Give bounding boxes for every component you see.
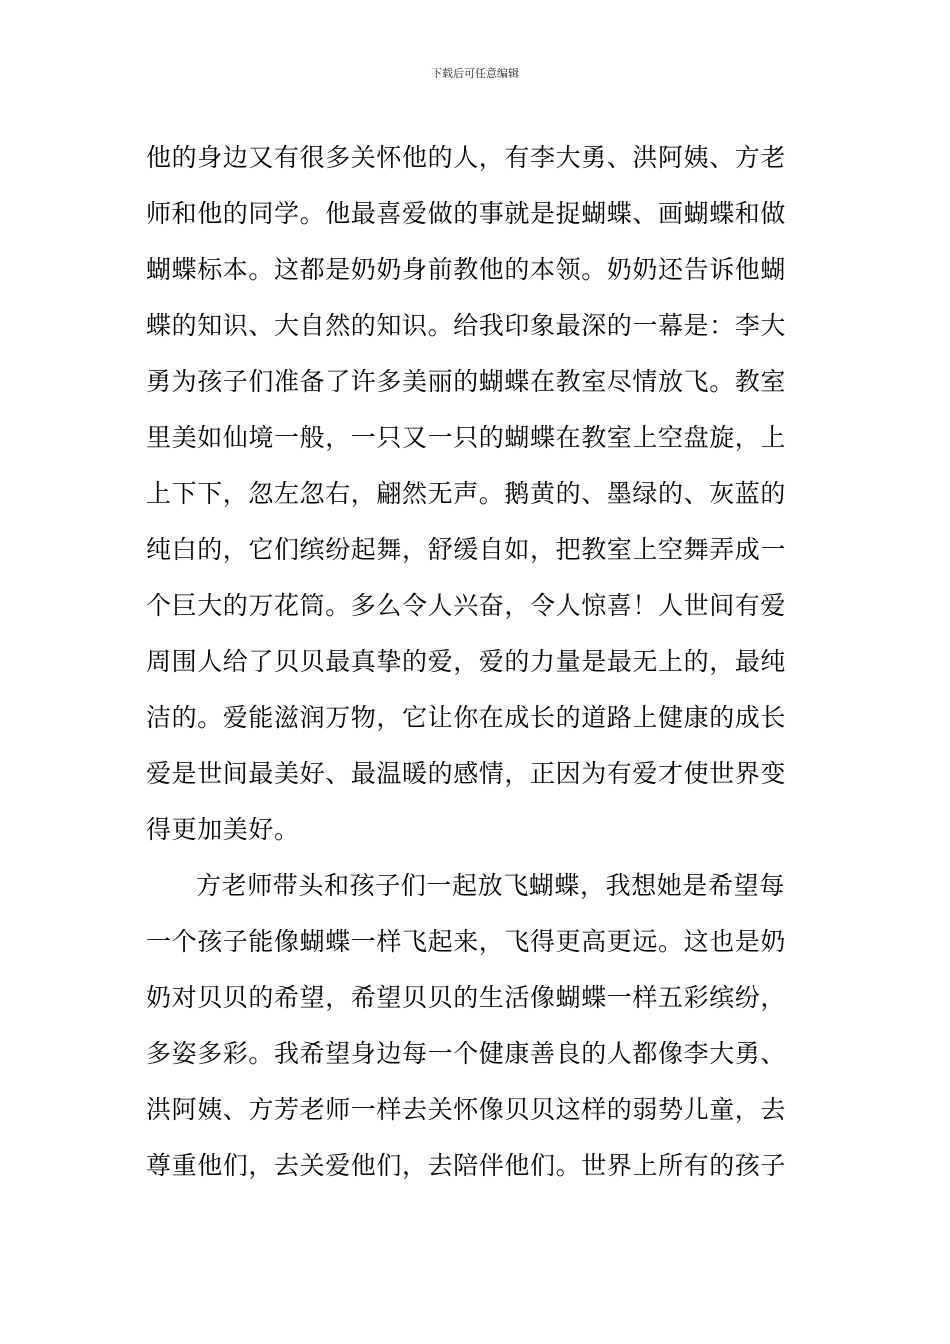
text-line: 周围人给了贝贝最真挚的爱，爱的力量是最无上的，最纯 — [146, 647, 787, 676]
text-line: 里美如仙境一般，一只又一只的蝴蝶在教室上空盘旋，上 — [146, 423, 787, 452]
text-line: 洁的。爱能滋润万物，它让你在成长的道路上健康的成长 — [146, 703, 787, 732]
text-line: 奶对贝贝的希望，希望贝贝的生活像蝴蝶一样五彩缤纷， — [146, 983, 787, 1012]
text-line: 洪阿姨、方芳老师一样去关怀像贝贝这样的弱势儿童，去 — [146, 1095, 787, 1124]
text-line: 爱是世间最美好、最温暖的感情，正因为有爱才使世界变 — [146, 759, 787, 788]
text-line: 蝶的知识、大自然的知识。给我印象最深的一幕是：李大 — [146, 311, 787, 340]
paragraph-1 — [146, 130, 816, 858]
text-line: 勇为孩子们准备了许多美丽的蝴蝶在教室尽情放飞。教室 — [146, 367, 787, 396]
text-line: 尊重他们，去关爱他们，去陪伴他们。世界上所有的孩子 — [146, 1151, 787, 1180]
text-line: 方老师带头和孩子们一起放飞蝴蝶，我想她是希望每 — [196, 871, 785, 900]
text-line: 个巨大的万花筒。多么令人兴奋，令人惊喜！人世间有爱 — [146, 591, 787, 620]
text-line: 师和他的同学。他最喜爱做的事就是捉蝴蝶、画蝴蝶和做 — [146, 199, 787, 228]
text-line: 上下下，忽左忽右，翩然无声。鹅黄的、墨绿的、灰蓝的 — [146, 479, 787, 508]
text-line: 他的身边又有很多关怀他的人，有李大勇、洪阿姨、方老 — [146, 143, 787, 172]
body-text — [146, 130, 816, 1194]
text-line: 蝴蝶标本。这都是奶奶身前教他的本领。奶奶还告诉他蝴 — [146, 255, 787, 284]
header-note: 下载后可任意编辑 — [431, 67, 519, 80]
text-line: 多姿多彩。我希望身边每一个健康善良的人都像李大勇、 — [146, 1039, 787, 1068]
text-line: 纯白的，它们缤纷起舞，舒缓自如，把教室上空舞弄成一 — [146, 535, 787, 564]
text-line: 一个孩子能像蝴蝶一样飞起来，飞得更高更远。这也是奶 — [146, 927, 787, 956]
paragraph-2 — [146, 858, 816, 1194]
text-line: 得更加美好。 — [146, 815, 300, 844]
